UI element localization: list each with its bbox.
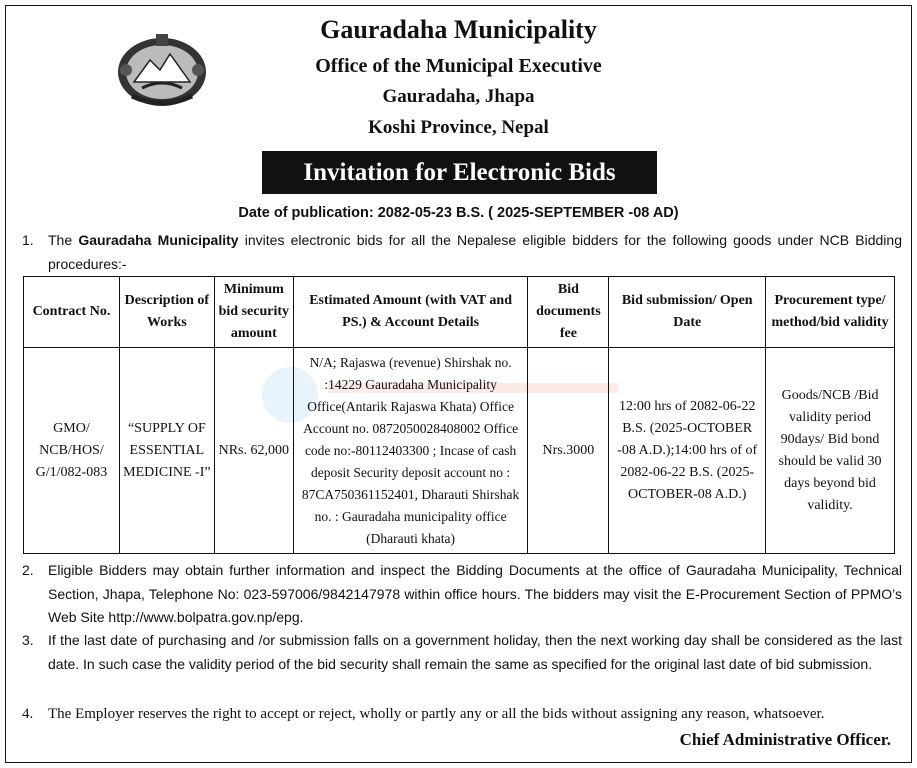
office-location: Gauradaha, Jhapa	[382, 86, 535, 107]
paragraph-number: 4.	[22, 706, 34, 722]
office-name: Office of the Municipal Executive	[315, 55, 602, 77]
contract-no-cell: GMO/ NCB/HOS/ G/1/082-083	[24, 348, 120, 554]
description-cell: “SUPPLY OF ESSENTIAL MEDICINE -I”	[119, 348, 214, 554]
org-name: Gauradaha Municipality	[320, 15, 597, 44]
paragraph-text: invites electronic bids for all the Nepalese eligible bidders for the following goods under NCB Bidding procedures:-	[48, 232, 902, 272]
column-header: Procurement type/ method/bid validity	[766, 277, 895, 348]
procurement-cell: Goods/NCB /Bid validity period 90days/ Bid bond should be valid 30 days beyond bid validity.	[766, 348, 895, 554]
paragraph-number: 2.	[22, 562, 34, 578]
paragraph-3	[22, 629, 902, 676]
column-header: Estimated Amount (with VAT and PS.) & Account Details	[293, 277, 528, 348]
notice-title: Invitation for Electronic Bids	[262, 151, 657, 194]
office-province: Koshi Province, Nepal	[368, 117, 549, 138]
table-row	[24, 348, 895, 554]
column-header: Bid submission/ Open Date	[609, 277, 766, 348]
paragraph-text: If the last date of purchasing and /or submission falls on a government holiday, then the next working day shall be considered as the last date. In such case the validity period of the bid security shall remain the same as specified for the original last date of bid submission.	[48, 632, 902, 672]
signature: Chief Administrative Officer.	[679, 730, 891, 749]
doc-fee-cell: Nrs.3000	[528, 348, 609, 554]
paragraph-2	[22, 559, 902, 630]
table-header-row	[24, 277, 895, 348]
column-header: Description of Works	[119, 277, 214, 348]
paragraph-1	[22, 229, 902, 276]
paragraph-text: The Employer reserves the right to accept or reject, wholly or partly any or all the bids without assigning any reason, whatsoever.	[48, 706, 825, 722]
column-header: Minimum bid security amount	[214, 277, 293, 348]
bid-security-cell: NRs. 62,000	[214, 348, 293, 554]
bids-table	[23, 276, 895, 554]
estimate-cell: N/A; Rajaswa (revenue) Shirshak no. :14229 Gauradaha Municipality Office(Antarik Rajaswa Khata) Office Account no. 0872050028408002 Office code no:-80112403300 ; Incase of cash deposit Security deposit account no : 87CA750361152401, Dharauti Shirshak no. : Gauradaha municipality office (Dharauti khata)	[293, 348, 528, 554]
paragraph-number: 3.	[22, 632, 34, 648]
publication-date: Date of publication: 2082-05-23 B.S. ( 2025-SEPTEMBER -08 AD)	[238, 205, 679, 221]
paragraph-4	[22, 703, 902, 727]
column-header: Contract No.	[24, 277, 120, 348]
paragraph-number: 1.	[22, 232, 34, 248]
paragraph-lead: The	[48, 232, 73, 248]
paragraph-text: Eligible Bidders may obtain further information and inspect the Bidding Documents at the office of Gauradaha Municipality, Technical Section, Jhapa, Telephone No: 023-597006/9842147978 within office hours. The bidders may visit the E-Procurement Section of PPMO’s Web Site http://www.bolpatra.gov.np/epg.	[48, 562, 902, 625]
column-header: Bid documents fee	[528, 277, 609, 348]
submission-date-cell: 12:00 hrs of 2082-06-22 B.S. (2025-OCTOBER -08 A.D.);14:00 hrs of of 2082-06-22 B.S. (2025- OCTOBER-08 A.D.)	[609, 348, 766, 554]
municipality-name: Gauradaha Municipality	[78, 232, 239, 248]
